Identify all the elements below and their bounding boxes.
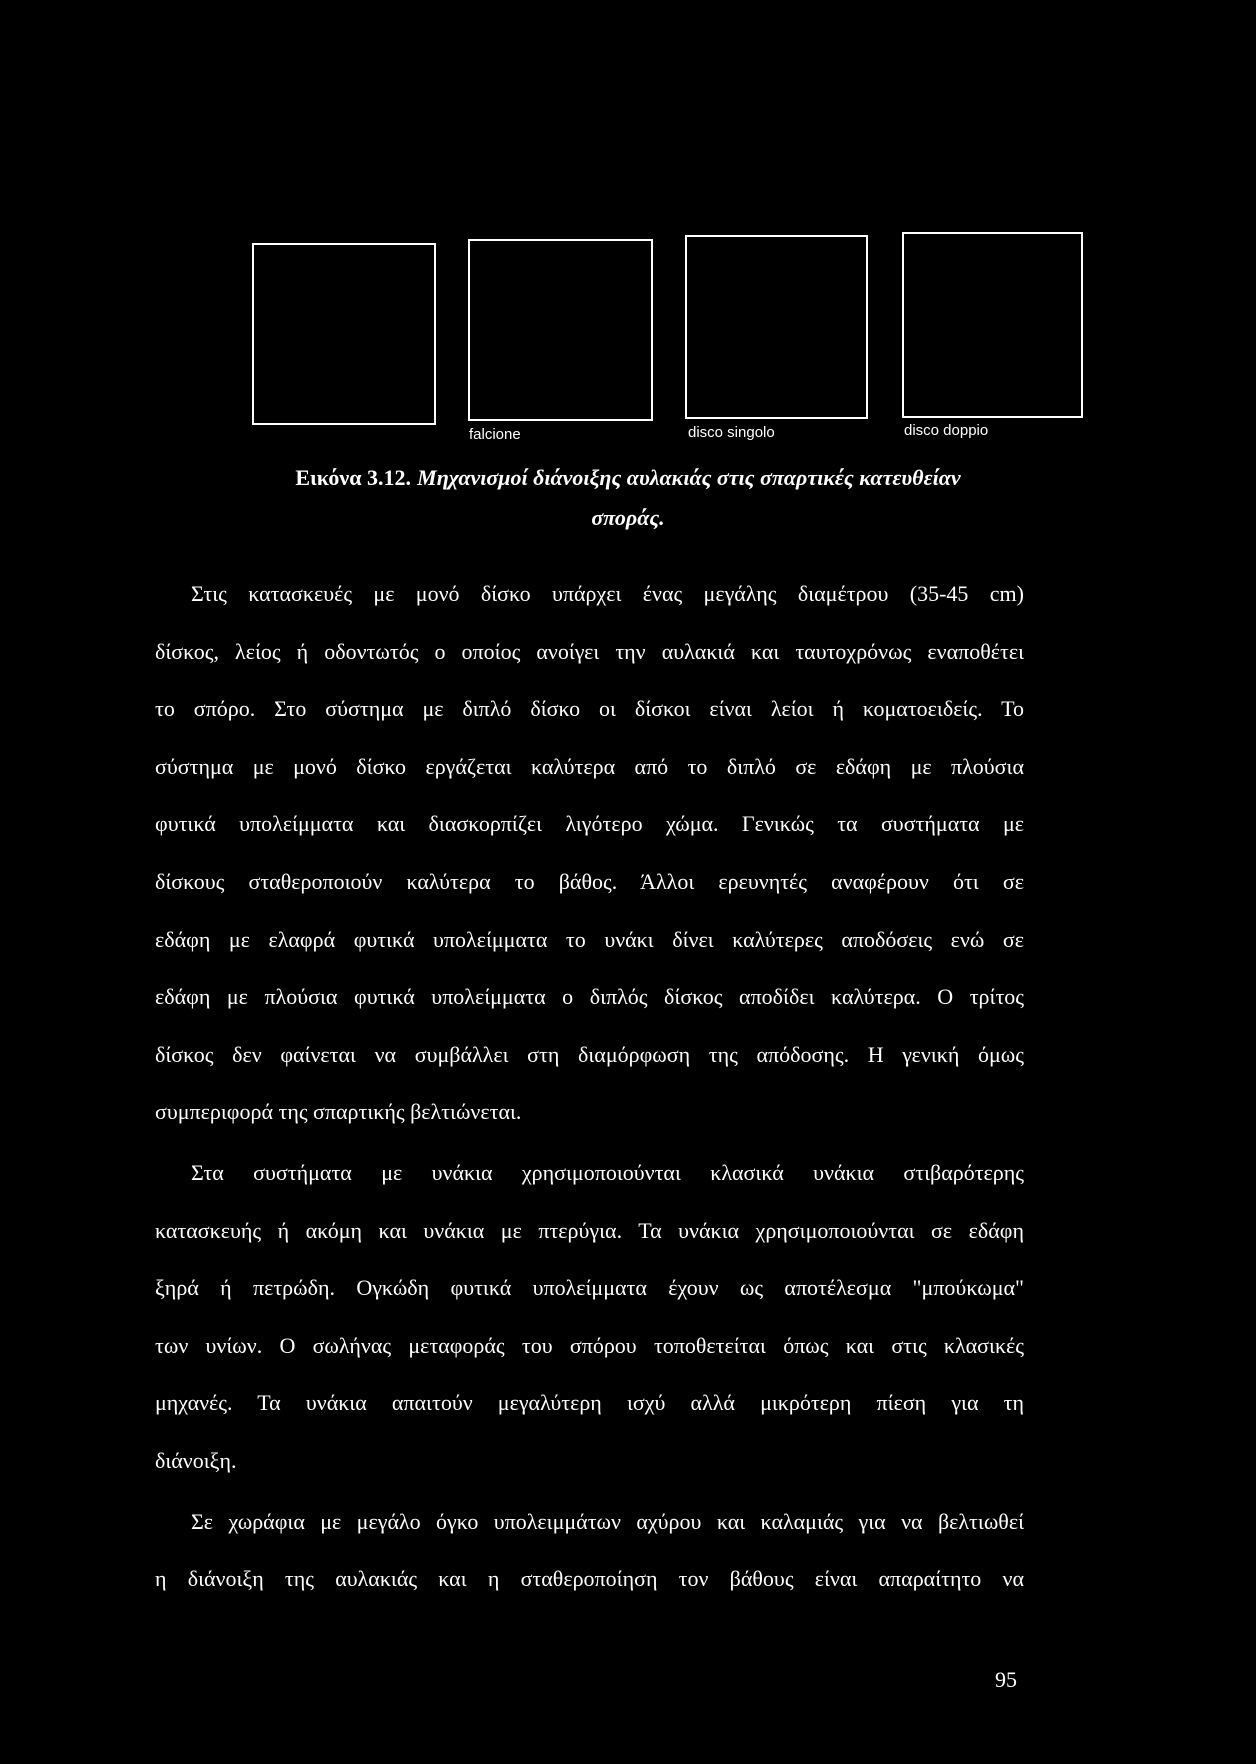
- paragraph-line: κατασκευής ή ακόμη και υνάκια με πτερύγια. Τα υνάκια χρησιμοποιούνται σε εδάφη: [155, 1217, 1024, 1243]
- figure-image-falcione: [468, 239, 653, 421]
- paragraph-line: εδάφη με ελαφρά φυτικά υπολείμματα το υνάκι δίνει καλύτερες αποδόσεις ενώ σε: [155, 926, 1024, 952]
- paragraph-line: διάνοιξη.: [155, 1447, 237, 1473]
- paragraph-line: των υνίων. Ο σωλήνας μεταφοράς του σπόρου τοποθετείται όπως και στις κλασικές: [155, 1332, 1024, 1358]
- figure-image-1: [252, 243, 436, 425]
- paragraph-3: [155, 1493, 1024, 1608]
- figure-label-disco-singolo: disco singolo: [688, 424, 775, 441]
- paragraph-1: [155, 565, 1024, 1141]
- paragraph-line: το σπόρο. Στο σύστημα με διπλό δίσκο οι δίσκοι είναι λείοι ή κοματοειδείς. Το: [155, 696, 1024, 722]
- body-text: [155, 565, 1024, 1608]
- page-number: 95: [995, 1667, 1017, 1692]
- figure-image-disco-doppio: [902, 232, 1083, 418]
- figure-label-falcione: falcione: [469, 426, 521, 443]
- paragraph-line: φυτικά υπολείμματα και διασκορπίζει λιγότερο χώμα. Γενικώς τα συστήματα με: [155, 811, 1024, 837]
- figure-caption-title-end: σποράς.: [591, 505, 665, 530]
- paragraph-line: σύστημα με μονό δίσκο εργάζεται καλύτερα από το διπλό σε εδάφη με πλούσια: [155, 753, 1024, 779]
- paragraph-line: δίσκους σταθεροποιούν καλύτερα το βάθος. Άλλοι ερευνητές αναφέρουν ότι σε: [155, 868, 1024, 894]
- paragraph-line: Σε χωράφια με μεγάλο όγκο υπολειμμάτων αχύρου και καλαμιάς για να βελτιωθεί: [191, 1508, 1024, 1534]
- paragraph-line: η διάνοιξη της αυλακιάς και η σταθεροποίηση τον βάθους είναι απαραίτητο να: [155, 1566, 1024, 1592]
- paragraph-line: Στα συστήματα με υνάκια χρησιμοποιούνται κλασικά υνάκια στιβαρότερης: [191, 1159, 1024, 1185]
- paragraph-line: συμπεριφορά της σπαρτικής βελτιώνεται.: [155, 1099, 522, 1125]
- figure-caption-title: Μηχανισμοί διάνοιξης αυλακιάς στις σπαρτικές κατευθείαν: [417, 465, 961, 490]
- figure-label-disco-doppio: disco doppio: [904, 422, 989, 439]
- figure-caption: [0, 458, 1256, 498]
- figure-caption-label: Εικόνα 3.12.: [295, 465, 411, 490]
- figure-caption-continued: [0, 498, 1256, 538]
- paragraph-line: μηχανές. Τα υνάκια απαιτούν μεγαλύτερη ισχύ αλλά μικρότερη πίεση για τη: [155, 1390, 1024, 1416]
- paragraph-line: δίσκος δεν φαίνεται να συμβάλλει στη διαμόρφωση της απόδοσης. Η γενική όμως: [155, 1041, 1024, 1067]
- paragraph-line: Στις κατασκευές με μονό δίσκο υπάρχει ένας μεγάλης διαμέτρου (35-45 cm): [191, 581, 1024, 606]
- paragraph-line: εδάφη με πλούσια φυτικά υπολείμματα ο διπλός δίσκος αποδίδει καλύτερα. Ο τρίτος: [155, 984, 1024, 1010]
- paragraph-line: δίσκος, λείος ή οδοντωτός ο οποίος ανοίγει την αυλακιά και ταυτοχρόνως εναποθέτει: [155, 638, 1024, 664]
- paragraph-2: [155, 1144, 1024, 1490]
- figure-image-disco-singolo: [685, 235, 868, 419]
- paragraph-line: ξηρά ή πετρώδη. Ογκώδη φυτικά υπολείμματα έχουν ως αποτέλεσμα "μπούκωμα": [155, 1275, 1024, 1301]
